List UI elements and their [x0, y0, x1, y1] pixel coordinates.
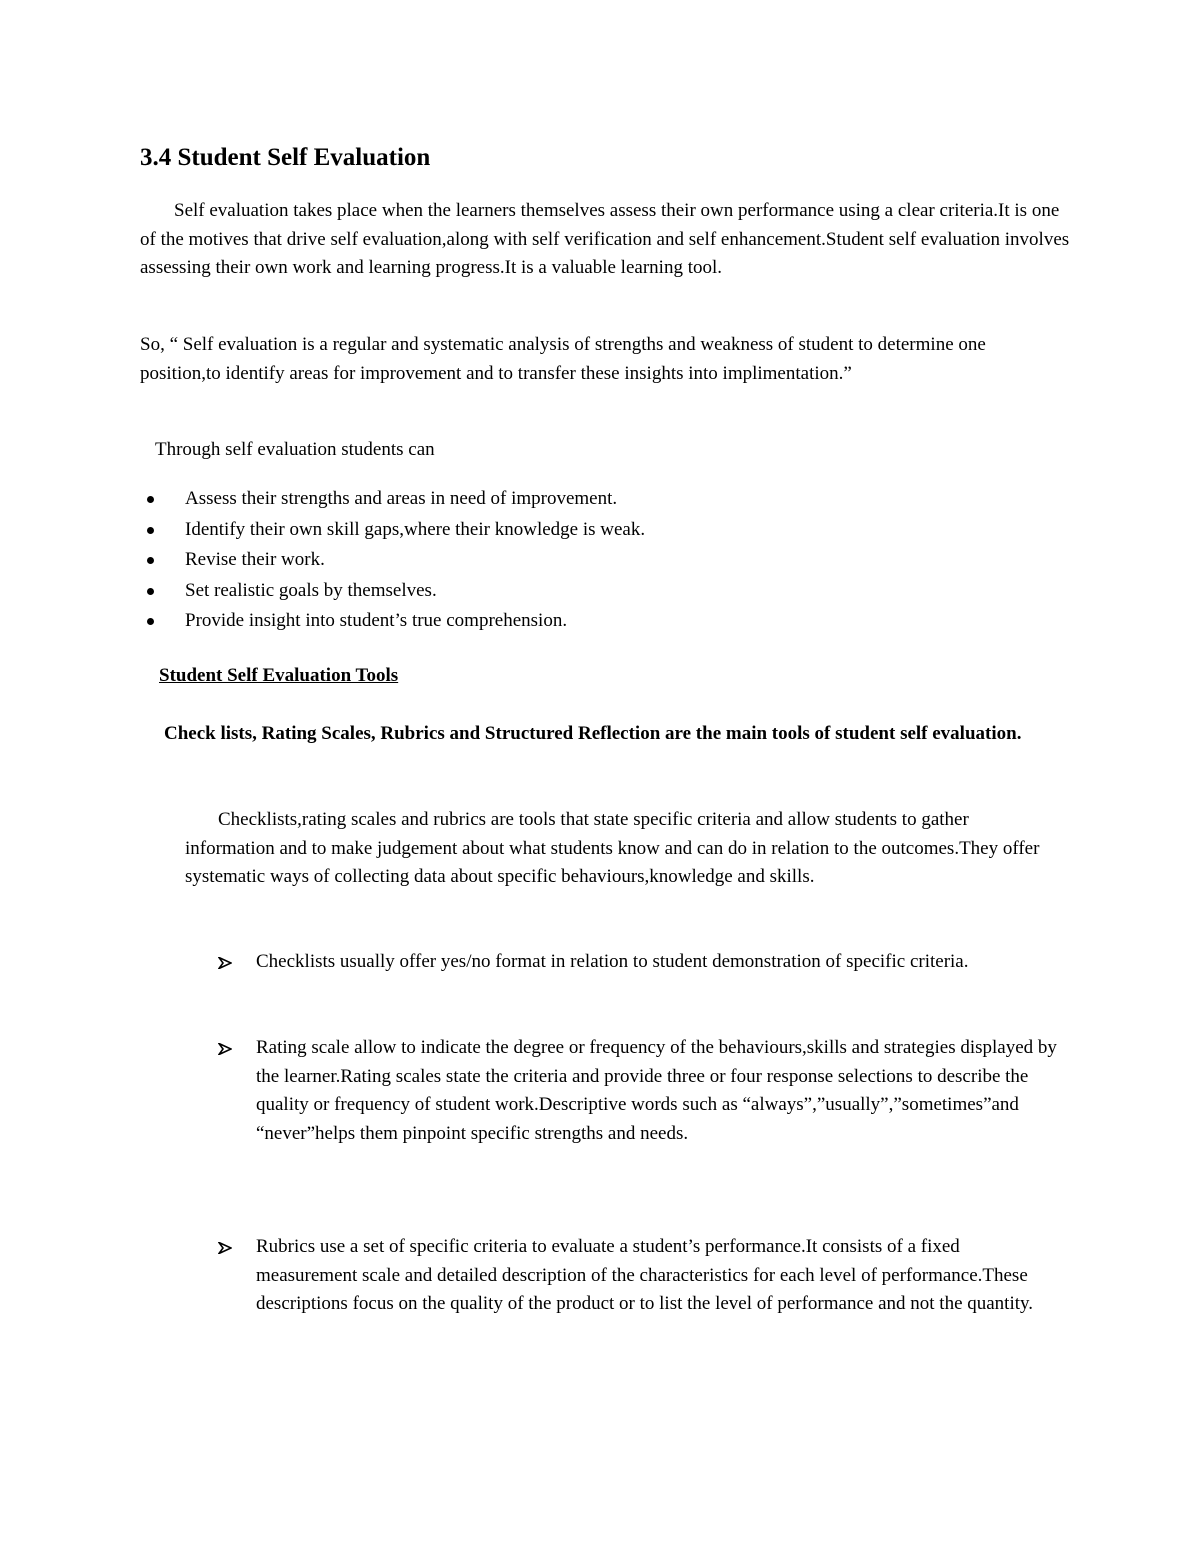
intro-paragraph: [140, 197, 1070, 283]
lead-in-paragraph: Through self evaluation students can: [155, 439, 435, 460]
tool-item-text: Rating scale allow to indicate the degree or frequency of the behaviours,skills and strategies displayed by the learner.Rating scales state the criteria and provide three or four response selections to describe the quality or frequency of student work.Descriptive words such as “always”,”usually”,”sometimes”and “never”helps them pinpoint specific strengths and needs.: [256, 1037, 1057, 1144]
arrow-bullet-icon: [218, 957, 232, 969]
list-item: [140, 484, 645, 515]
intro-text: Self evaluation takes place when the learners themselves assess their own performance using a clear criteria.It is one of the motives that drive self evaluation,along with self verification and self enhancement.Student self evaluation involves assessing their own work and learning progress.It is a valuable learning tool.: [140, 200, 1070, 278]
bullet-icon: [147, 557, 154, 564]
tools-summary: [159, 719, 1059, 749]
tool-item-rating-scales: [218, 1034, 1058, 1148]
list-item-text: Provide insight into student’s true comprehension.: [185, 610, 568, 631]
list-item-text: Set realistic goals by themselves.: [185, 579, 437, 601]
section-heading: 3.4 Student Self Evaluation: [140, 144, 431, 171]
list-item-text: Assess their strengths and areas in need of improvement.: [185, 488, 618, 509]
bullet-icon: [147, 588, 154, 595]
tool-item-checklists: [218, 948, 1058, 977]
benefits-list: [140, 484, 645, 637]
tool-item-text: Rubrics use a set of specific criteria to evaluate a student’s performance.It consists of a fixed measurement scale and detailed description of the characteristics for each level of performance.These descriptions focus on the quality of the product or to list the level of performance and not the quantity.: [256, 1236, 1034, 1314]
tools-intro-text: Checklists,rating scales and rubrics are tools that state specific criteria and allow students to gather information and to make judgement about what students know and can do in relation to the outcomes.They offer systematic ways of collecting data about specific behaviours,knowledge and skills.: [185, 809, 1040, 887]
tools-intro-paragraph: [185, 806, 1045, 892]
definition-paragraph: So, “ Self evaluation is a regular and systematic analysis of strengths and weakness of student to determine one position,to identify areas for improvement and to transfer these insights into implimentation.”: [140, 334, 986, 384]
arrow-bullet-icon: [218, 1043, 232, 1055]
list-item: [140, 545, 645, 576]
list-item-text: Identify their own skill gaps,where their knowledge is weak.: [185, 518, 646, 540]
list-item: [140, 576, 645, 607]
list-item-text: Revise their work.: [185, 549, 325, 570]
tools-heading: Student Self Evaluation Tools: [159, 665, 399, 686]
bullet-icon: [147, 618, 154, 625]
tool-item-text: Checklists usually offer yes/no format in relation to student demonstration of specific criteria.: [256, 951, 969, 972]
bullet-icon: [147, 527, 154, 534]
bullet-icon: [147, 496, 154, 503]
list-item: [140, 515, 645, 546]
tool-item-rubrics: [218, 1233, 1058, 1319]
list-item: [140, 606, 645, 637]
arrow-bullet-icon: [218, 1242, 232, 1254]
tools-summary-text: Check lists, Rating Scales, Rubrics and Structured Reflection are the main tools of student self evaluation.: [164, 723, 1022, 744]
